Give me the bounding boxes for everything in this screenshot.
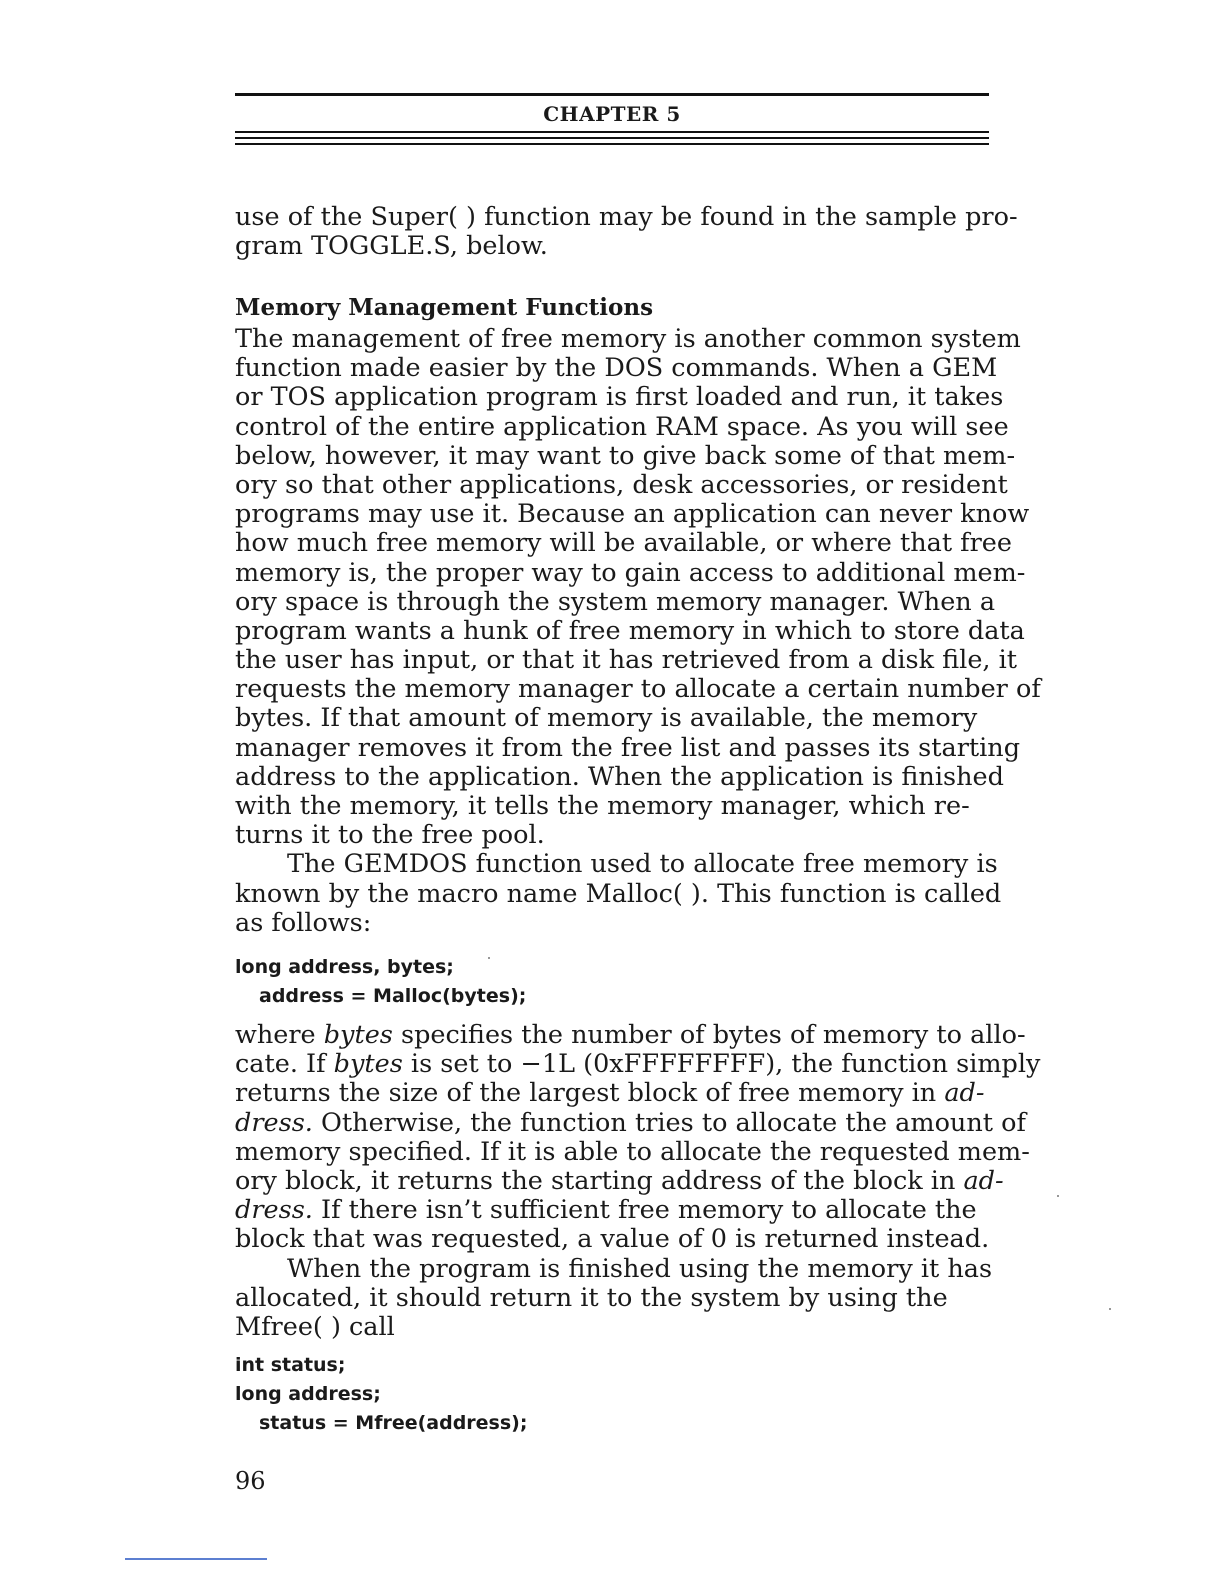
text-line: as follows: bbox=[235, 907, 372, 938]
code-block-malloc bbox=[235, 953, 995, 1011]
text-line bbox=[235, 1020, 1026, 1050]
chapter-title: CHAPTER 5 bbox=[543, 102, 681, 126]
header-bottom-rule-2 bbox=[235, 137, 989, 139]
text-line bbox=[235, 1107, 1026, 1138]
page-number: 96 bbox=[235, 1467, 266, 1495]
text-line bbox=[235, 1049, 1041, 1080]
text-line: with the memory, it tells the memory manager, which re- bbox=[235, 791, 970, 821]
italic-term: dress. bbox=[235, 1107, 313, 1138]
text-line: requests the memory manager to allocate a certain number of bbox=[235, 674, 1041, 705]
intro-paragraph bbox=[235, 202, 1018, 262]
paragraph-1 bbox=[235, 324, 1041, 938]
text-line: allocated, it should return it to the system by using the bbox=[235, 1282, 948, 1313]
code-line: long address, bytes; bbox=[235, 956, 454, 978]
text-line: manager removes it from the free list and passes its starting bbox=[235, 732, 1021, 763]
code-line: int status; bbox=[235, 1354, 346, 1376]
italic-term: ad- bbox=[944, 1078, 985, 1109]
text-run: where bbox=[235, 1020, 324, 1050]
scan-speck bbox=[488, 957, 490, 959]
italic-term: dress. bbox=[235, 1195, 313, 1226]
text-line: ory so that other applications, desk accessories, or resident bbox=[235, 469, 1008, 500]
text-line: ory space is through the system memory manager. When a bbox=[235, 586, 996, 617]
text-run: If there isn’t sufficient free memory to allocate the bbox=[312, 1195, 977, 1226]
code-block-mfree bbox=[235, 1351, 995, 1438]
text-line: program wants a hunk of free memory in which to store data bbox=[235, 615, 1025, 646]
text-line: the user has input, or that it has retrieved from a disk file, it bbox=[235, 645, 1018, 676]
text-line bbox=[235, 1079, 995, 1108]
section-heading: Memory Management Functions bbox=[235, 294, 654, 321]
text-line: below, however, it may want to give back some of that mem- bbox=[235, 440, 1016, 471]
text-line: address to the application. When the application is finished bbox=[235, 761, 1004, 792]
text-line: use of the Super( ) function may be found in the sample pro- bbox=[235, 202, 1018, 232]
paragraph-3 bbox=[235, 1020, 1041, 1342]
code-line: status = Mfree(address); bbox=[259, 1412, 528, 1434]
code-line: long address; bbox=[235, 1383, 381, 1405]
code-line: address = Malloc(bytes); bbox=[259, 985, 527, 1007]
text-line: function made easier by the DOS commands. When a GEM bbox=[235, 353, 998, 384]
text-line: When the program is finished using the memory it has bbox=[287, 1253, 993, 1284]
scan-speck bbox=[1057, 1195, 1059, 1197]
text-run: cate. If bbox=[235, 1049, 334, 1080]
text-run: is set to −1L (0xFFFFFFFF), the function simply bbox=[402, 1049, 1041, 1080]
text-line: how much free memory will be available, or where that free bbox=[235, 528, 1012, 559]
header-bottom-rule-3 bbox=[235, 143, 989, 145]
text-line: programs may use it. Because an application can never know bbox=[235, 499, 1030, 530]
text-line bbox=[235, 1165, 1004, 1196]
header-bottom-rule bbox=[235, 131, 989, 133]
text-line: bytes. If that amount of memory is available, the memory bbox=[235, 703, 978, 734]
text-line: or TOS application program is first loaded and run, it takes bbox=[235, 382, 1004, 413]
text-line: known by the macro name Malloc( ). This function is called bbox=[235, 878, 1002, 909]
text-run: Otherwise, the function tries to allocate the amount of bbox=[312, 1107, 1026, 1138]
text-line: memory specified. If it is able to allocate the requested mem- bbox=[235, 1136, 1030, 1167]
text-run: returns the size of the largest block of free memory in bbox=[235, 1078, 945, 1109]
text-line: memory is, the proper way to gain access to additional mem- bbox=[235, 557, 1026, 588]
text-line: The management of free memory is another common system bbox=[235, 324, 1021, 354]
italic-term: bytes bbox=[323, 1020, 393, 1050]
text-line: block that was requested, a value of 0 is returned instead. bbox=[235, 1224, 990, 1255]
text-line: control of the entire application RAM space. As you will see bbox=[235, 411, 1009, 442]
text-line bbox=[235, 1196, 995, 1225]
text-run: ory block, it returns the starting address of the block in bbox=[235, 1165, 964, 1196]
scan-speck bbox=[1109, 1308, 1111, 1310]
text-run: specifies the number of bytes of memory to allo- bbox=[392, 1020, 1026, 1050]
italic-term: bytes bbox=[333, 1049, 403, 1080]
text-line: turns it to the free pool. bbox=[235, 820, 545, 851]
text-line: Mfree( ) call bbox=[235, 1311, 395, 1342]
italic-term: ad- bbox=[963, 1165, 1004, 1196]
bottom-edge-mark bbox=[125, 1558, 267, 1560]
text-line: gram TOGGLE.S, below. bbox=[235, 231, 548, 262]
header-top-rule bbox=[235, 93, 989, 96]
text-line: The GEMDOS function used to allocate free memory is bbox=[287, 849, 998, 880]
